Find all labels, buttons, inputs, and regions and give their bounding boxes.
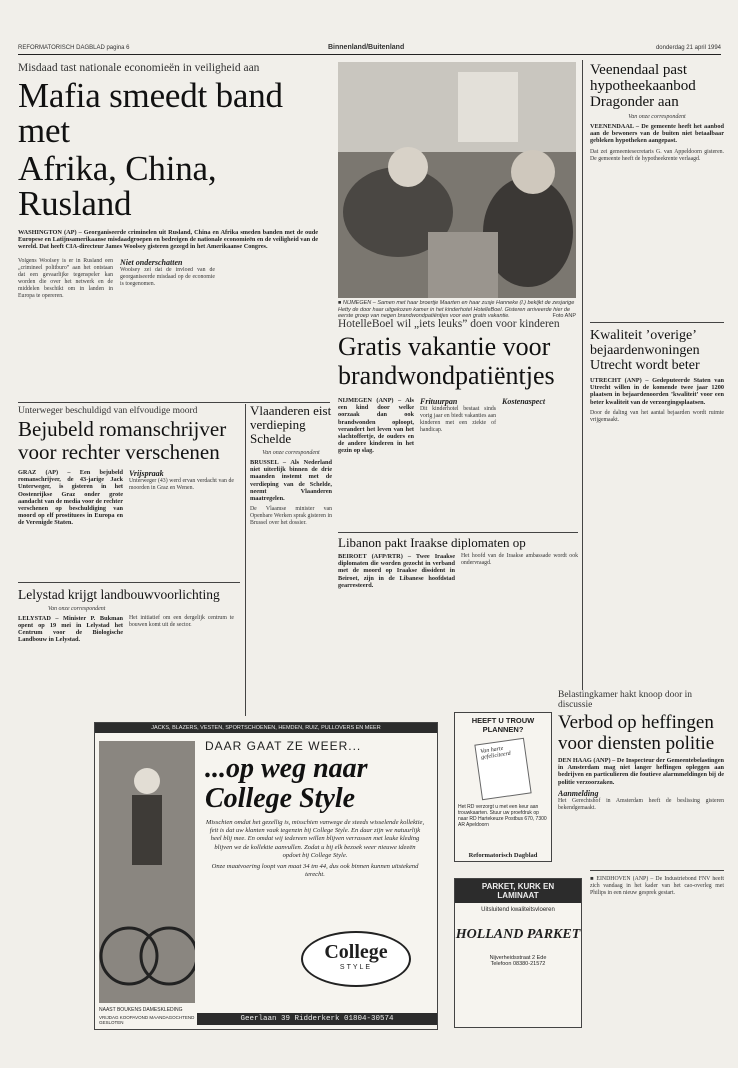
roman-body: Unterweger (43) werd ervan verdacht van de moorden in Graz en Wenen. <box>129 478 234 491</box>
divider-roman <box>18 402 330 403</box>
mafia-lead: WASHINGTON (AP) – Georganiseerde criminelen uit Rusland, China en Afrika smeden banden met de oude Europese en Latijnsamerikaanse misdaadgroepen en bedreigen de nationale economieën en de veiligheid van de wereld. Dat heeft CIA-directeur James Woolsey gisteren gezegd in het Amerikaanse Congres. <box>18 229 318 251</box>
masthead-date: donderdag 21 april 1994 <box>655 45 721 51</box>
college-headline-2: College Style <box>205 783 356 814</box>
masthead-section: Binnenland/Buitenland <box>328 44 405 51</box>
politie-headline-2: voor diensten politie <box>558 733 715 754</box>
kinderen-body: Dit kinderhotel bestaat sinds vorig jaar en biedt vakanties aan kinderen met een ziekte of handicap. <box>420 406 496 433</box>
landbouw-headline: Lelystad krijgt landbouwvoorlichting <box>18 588 220 602</box>
bejaarden-lead: UTRECHT (ANP) – Gedeputeerde Staten van Utrecht willen in de komende twee jaar 1200 plaatsen in bejaardenoorden ’kwaliteit’ voor een beter kwaliteit van de verzorgingsplaatsen. <box>590 377 724 406</box>
irak-body: Het hoofd van de Iraakse ambassade wordt ook ondervraagd. <box>461 553 578 566</box>
divider-landbouw <box>18 582 240 583</box>
parket-address: Nijverheidsstraat 2 Ede <box>489 955 547 961</box>
college-photo-caption-1: NAAST BOUKENS DAMESKLEDING <box>99 1007 183 1013</box>
article-mafia <box>18 62 330 394</box>
kinderen-headline-1: Gratis vakantie voor <box>338 332 551 361</box>
parket-headline-1: PARKET, KURK EN <box>455 879 581 891</box>
trouw-body: Het RD verzorgt u met een keur aan trouwkaarten. Stuur uw proefdruk op naar RD Hartekeuze Postbus 670, 7300 AR Apeldoorn <box>458 804 547 828</box>
divider-vlaanderen <box>245 404 246 716</box>
roman-headline-1: Bejubeld romanschrijver <box>18 417 227 441</box>
article-eindhoven: ■ EINDHOVEN (ANP) – De Industriebond FNV heeft zich vandaag in het kader van het cao-overleg met Philips in een nieuw gesprek gestart. <box>590 876 724 896</box>
article-politie <box>558 690 724 870</box>
irak-headline: Libanon pakt Iraakse diplomaten op <box>338 536 526 550</box>
irak-lead: BEIROET (AFP/RTR) – Twee Iraakse diplomaten die worden gezocht in verband met de moord op Iraakse dissident in Beiroet, zijn in de Libanese hoofdstad gearresteerd. <box>338 553 455 589</box>
trouw-headline: HEEFT U TROUW PLANNEN? <box>471 716 535 734</box>
kinderen-kicker: HotelleBoel wil „iets leuks” doen voor kinderen <box>338 318 560 330</box>
mafia-headline-1: Mafia smeedt band met <box>18 76 283 150</box>
mafia-body-col2: Woolsey zei dat de invloed van de georganiseerde misdaad op de economie is toegenomen. <box>120 266 215 287</box>
kinderen-lead: NIJMEGEN (ANP) – Als een kind door welke oorzaak dan ook brandwonden oploopt, verandert het leven van het slachtoffertje, de ouders en de andere kinderen in het gezin op slag. <box>338 397 414 455</box>
college-body: Misschien omdat het gezellig is, misschien vanwege de steeds wisselende kollektie, feit is dat uw klanten vaak tegenzin bij College Style. En daar zijn we natuurlijk heel blij mee. En omdat wij iedereen willen blijven verrassen met leuke kleding blijven we de kollektie aanvullen. Zodat u bij elk bezoek weer nieuwe ideeën opdoet bij College Style. <box>205 819 425 859</box>
landbouw-byline: Van onze correspondent <box>48 605 106 612</box>
college-style-ad <box>94 722 438 1030</box>
mafia-kicker: Misdaad tast nationale economieën in veiligheid aan <box>18 62 260 74</box>
article-veenendaal <box>590 62 724 312</box>
masthead <box>18 44 721 55</box>
college-small: Onze maatvoering loopt van maat 34 tm 44, dus ook binnen kunnen uitstekend terecht. <box>211 863 419 879</box>
college-logo <box>301 931 411 987</box>
divider-eindhoven <box>590 870 724 871</box>
mafia-headline-2: Afrika, China, Rusland <box>18 149 217 223</box>
vlaanderen-lead: BRUSSEL – Als Nederland niet uiterlijk binnen de drie maanden instemt met de verdieping van de Schelde, neemt Vlaanderen maatregelen. <box>250 459 332 503</box>
veenendaal-lead: VEENENDAAL – De gemeente heeft het aanbod aan de bewoners van de buiten niet betaalbaar gebleken hypotheken aangepast. <box>590 123 724 145</box>
college-photo-caption-2: VRIJDAG KOOPAVOND MAANDAGOCHTEND GESLOTEN <box>99 1015 195 1026</box>
landbouw-lead: LELYSTAD – Minister P. Bukman opent op 19 mei in Lelystad het Centrum voor de Biologische Landbouw in Lelystad. <box>18 614 123 644</box>
veenendaal-headline: Veenendaal past hypotheekaanbod Dragonder aan <box>590 62 696 110</box>
college-photo <box>99 741 195 1003</box>
bejaarden-body: Door de daling van het aantal bejaarden wordt ruimte vrijgemaakt. <box>590 409 724 423</box>
politie-headline-1: Verbod op heffingen <box>558 712 714 733</box>
roman-lead: GRAZ (AP) – Een bejubeld romanschrijver, de 43-jarige Jack Unterweger, is gisteren in het Oostenrijkse Graz onder grote aandacht van de media voor de rechter verschenen op beschuldiging van moord op elf prostituees in Europa en de Verenigde Staten. <box>18 469 123 527</box>
trouw-ad <box>454 712 552 862</box>
politie-subhead: Aanmelding <box>558 788 599 798</box>
vlaanderen-headline: Vlaanderen eist verdieping Schelde <box>250 404 332 446</box>
mafia-body-col1: Volgens Woolsey is er in Rusland een „crimineel politburo” aan het ontstaan dat een gevaarlijke tegenspeler kan worden die over het netwerk en de middelen beschikt om in landen in Europa te opereren. <box>18 257 113 299</box>
masthead-left: REFORMATORISCH DAGBLAD pagina 6 <box>18 45 130 51</box>
article-landbouw <box>18 588 240 718</box>
article-kinderen <box>338 318 578 528</box>
kinderen-subhead-1: Frituurpan <box>420 397 458 406</box>
politie-lead: DEN HAAG (ANP) – De Inspecteur der Gemeentebelastingen in Amsterdam mag niet langer heffingen opleggen aan bedrijven en particulieren die foutieve alarmmeldingen bij de politie verzoorzaken. <box>558 757 724 786</box>
kinderen-subhead-2: Kostenaspect <box>502 397 546 406</box>
politie-kicker: Belastingkamer hakt knoop door in discussie <box>558 690 693 710</box>
photo-caption-text: ■ NIJMEGEN – Samen met haar broertje Maarten en haar zusje Hanneke (l.) bekijkt de zesjarige Hetty de door haar uitgekozen kamer in het kinderhotel HotelleBoel. Gisteren arriveerde hier de eerste groep van negen brandwondpatiëntjes voor een gratis vakantie. <box>338 300 575 319</box>
roman-headline-2: voor rechter verschenen <box>18 440 220 464</box>
photo-credit: Foto ANP <box>552 313 576 319</box>
roman-subhead: Vrijspraak <box>129 469 164 478</box>
parket-phone: Telefoon 08380-21572 <box>490 961 546 967</box>
college-logo-main: College <box>324 941 388 963</box>
vlaanderen-body: De Vlaamse minister van Openbare Werken sprak gisteren in Brussel over het dossier. <box>250 506 332 527</box>
veenendaal-byline: Van onze correspondent <box>628 114 686 120</box>
bejaarden-headline: Kwaliteit ’overige’ bejaardenwoningen Utrecht wordt beter <box>590 328 700 373</box>
divider-bejaarden <box>590 322 724 323</box>
mafia-subhead: Niet onderschatten <box>120 257 183 267</box>
parket-headline-2: LAMINAAT <box>455 891 581 903</box>
photo-children-illustration <box>338 62 576 298</box>
roman-kicker: Unterweger beschuldigd van elfvoudige moord <box>18 406 198 416</box>
vlaanderen-byline: Van onze correspondent <box>262 450 320 456</box>
college-topbar: JACKS, BLAZERS, VESTEN, SPORTSCHOENEN, HEMDEN, RUIZ, PULLOVERS EN MEER <box>95 723 437 733</box>
politie-body: Het Gerechtshof in Amsterdam heeft de beslissing gisteren bekendgemaakt. <box>558 797 724 811</box>
trouw-footer: Reformatorisch Dagblad <box>468 852 538 859</box>
sidebar-divider <box>582 60 583 690</box>
divider-irak <box>338 532 578 533</box>
article-bejaarden <box>590 328 724 558</box>
kinderen-headline-2: brandwondpatiëntjes <box>338 361 555 390</box>
veenendaal-body: Dat zei gemeentesecretaris G. van Appeldoorn gisteren. De gemeente heeft de hypotheekrente verlaagd. <box>590 148 724 162</box>
photo-caption <box>338 300 576 320</box>
article-vlaanderen <box>250 404 332 716</box>
parket-ad <box>454 878 582 1028</box>
college-address: Geerlaan 39 Ridderkerk 01804-30574 <box>197 1013 437 1025</box>
college-headline-1: ...op weg naar <box>205 753 368 784</box>
landbouw-body: Het initiatief om een dergelijk centrum te bouwen komt uit de sector. <box>129 614 234 628</box>
parket-sub: Uitsluitend kwaliteitsvloeren <box>481 907 555 913</box>
college-tagline: DAAR GAAT ZE WEER... <box>205 739 362 753</box>
woman-bicycle-illustration <box>99 741 195 1003</box>
parket-logo: HOLLAND PARKET <box>455 927 581 942</box>
college-logo-sub: STYLE <box>339 964 373 971</box>
trouw-card: Van harte gefeliciteerd <box>474 738 531 800</box>
main-photo <box>338 62 576 298</box>
article-irak <box>338 536 578 686</box>
article-romanschrijver <box>18 406 240 576</box>
